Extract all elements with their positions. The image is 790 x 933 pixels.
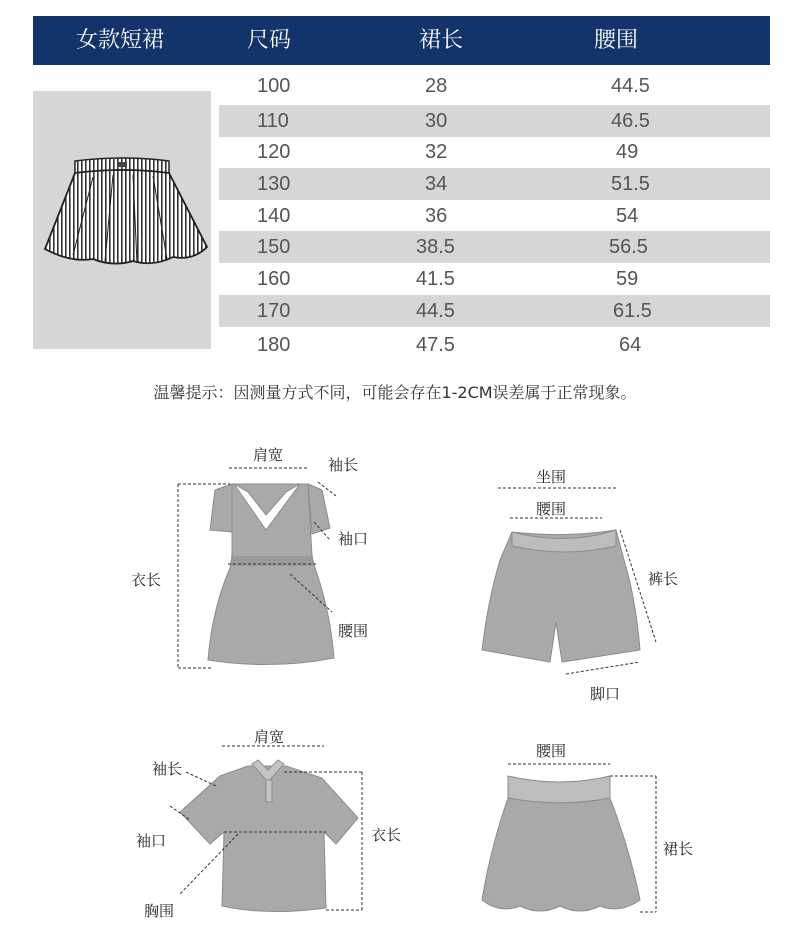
dress-diagram xyxy=(208,484,334,665)
waist-cell: 49 xyxy=(616,141,639,163)
length-cell: 28 xyxy=(425,75,448,97)
shirt-sleeve-length-label: 袖长 xyxy=(152,760,183,778)
shirt-diagram xyxy=(180,760,358,912)
length-cell: 30 xyxy=(425,110,448,132)
size-cell: 140 xyxy=(257,205,291,227)
skirt-diagram xyxy=(482,776,640,911)
header-col-waist: 腰围 xyxy=(594,28,639,53)
size-cell: 150 xyxy=(257,236,291,258)
length-cell: 32 xyxy=(425,141,448,163)
shirt-length-label: 衣长 xyxy=(371,826,402,844)
size-cell: 160 xyxy=(257,268,291,290)
size-cell: 170 xyxy=(257,300,291,322)
length-cell: 47.5 xyxy=(416,334,455,356)
shorts-diagram xyxy=(482,530,640,662)
dress-shoulder-label: 肩宽 xyxy=(253,446,284,464)
measurement-notice: 温馨提示：因测量方式不同，可能会存在1-2CM误差属于正常现象。 xyxy=(153,383,637,402)
waist-cell: 61.5 xyxy=(613,300,652,322)
shorts-length-label: 裤长 xyxy=(648,570,679,588)
waist-cell: 54 xyxy=(616,205,639,227)
shorts-waist-label: 腰围 xyxy=(536,500,567,518)
waist-cell: 59 xyxy=(616,268,639,290)
dress-sleeve-length-label: 袖长 xyxy=(328,456,359,474)
dress-waist-label: 腰围 xyxy=(338,622,369,640)
size-cell: 130 xyxy=(257,173,291,195)
shorts-leg-opening-label: 脚口 xyxy=(590,685,621,703)
waist-cell: 46.5 xyxy=(611,110,650,132)
waist-cell: 56.5 xyxy=(609,236,648,258)
waist-cell: 64 xyxy=(619,334,642,356)
length-cell: 34 xyxy=(425,173,448,195)
dress-cuff-label: 袖口 xyxy=(338,530,369,548)
shorts-hip-label: 坐围 xyxy=(536,468,567,486)
size-cell: 100 xyxy=(257,75,291,97)
shirt-cuff-label: 袖口 xyxy=(136,832,167,850)
skirt-waist-label: 腰围 xyxy=(536,742,567,760)
length-cell: 36 xyxy=(425,205,448,227)
size-cell: 110 xyxy=(257,110,289,132)
length-cell: 44.5 xyxy=(416,300,455,322)
dress-length-label: 衣长 xyxy=(131,571,162,589)
size-cell: 180 xyxy=(257,334,291,356)
waist-cell: 44.5 xyxy=(611,75,650,97)
waist-cell: 51.5 xyxy=(611,173,650,195)
header-col-length: 裙长 xyxy=(419,28,464,53)
length-cell: 41.5 xyxy=(416,268,455,290)
header-title: 女款短裙 xyxy=(76,28,165,53)
size-cell: 120 xyxy=(257,141,291,163)
length-cell: 38.5 xyxy=(416,236,455,258)
skirt-length-label: 裙长 xyxy=(663,840,694,858)
shirt-chest-label: 胸围 xyxy=(144,902,175,920)
shirt-shoulder-label: 肩宽 xyxy=(254,728,285,746)
header-col-size: 尺码 xyxy=(247,28,292,53)
